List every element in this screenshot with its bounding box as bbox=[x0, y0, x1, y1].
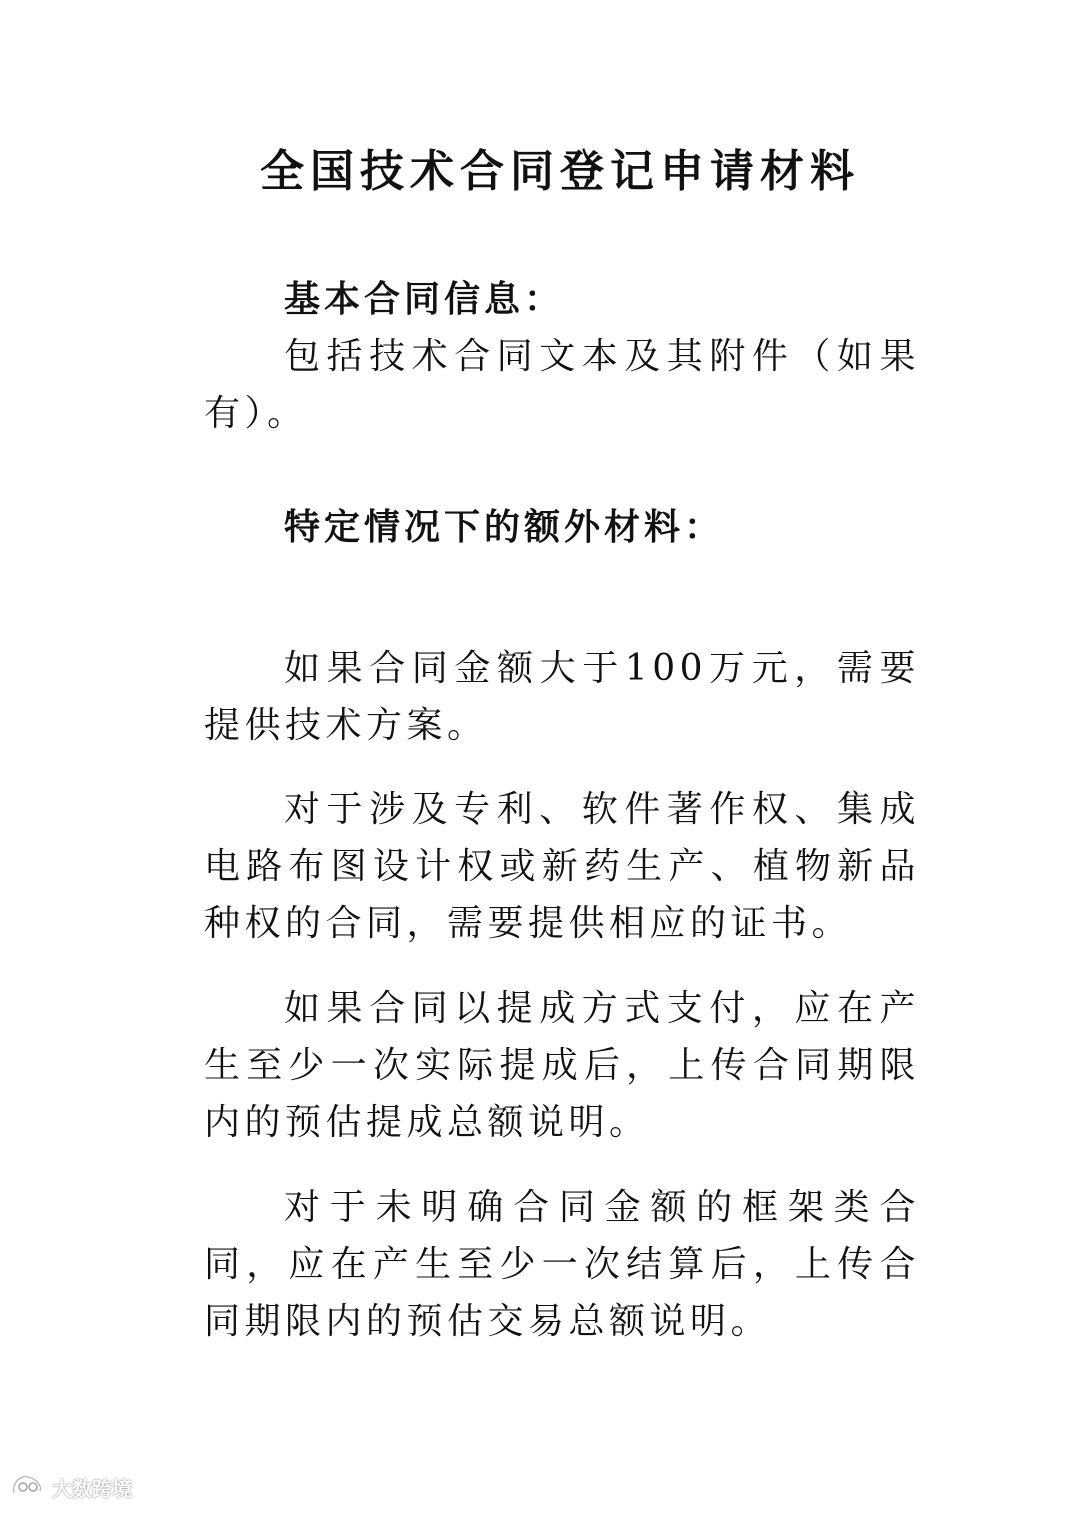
brand-logo-icon bbox=[10, 1471, 46, 1504]
paragraph-contract-amount: 如果合同金额大于100万元，需要提供技术方案。 bbox=[204, 648, 920, 746]
section-text-basic-info: 包括技术合同文本及其附件（如果有）。 bbox=[204, 336, 920, 434]
section-heading-basic-info: 基本合同信息： bbox=[284, 278, 565, 320]
paragraph-royalty-payment: 如果合同以提成方式支付，应在产生至少一次实际提成后，上传合同期限内的预估提成总额说明。 bbox=[204, 988, 920, 1143]
paragraph-framework-contract: 对于未明确合同金额的框架类合同，应在产生至少一次结算后，上传合同期限内的预估交易总额说明。 bbox=[204, 1187, 920, 1342]
section-heading-extra-materials: 特定情况下的额外材料： bbox=[284, 506, 725, 548]
watermark-text: 大数跨境 bbox=[52, 1476, 132, 1501]
paragraph-certificates: 对于涉及专利、软件著作权、集成电路布图设计权或新药生产、植物新品种权的合同，需要提供相应的证书。 bbox=[204, 789, 920, 944]
watermark bbox=[10, 1470, 132, 1504]
document-title: 全国技术合同登记申请材料 bbox=[260, 146, 860, 197]
